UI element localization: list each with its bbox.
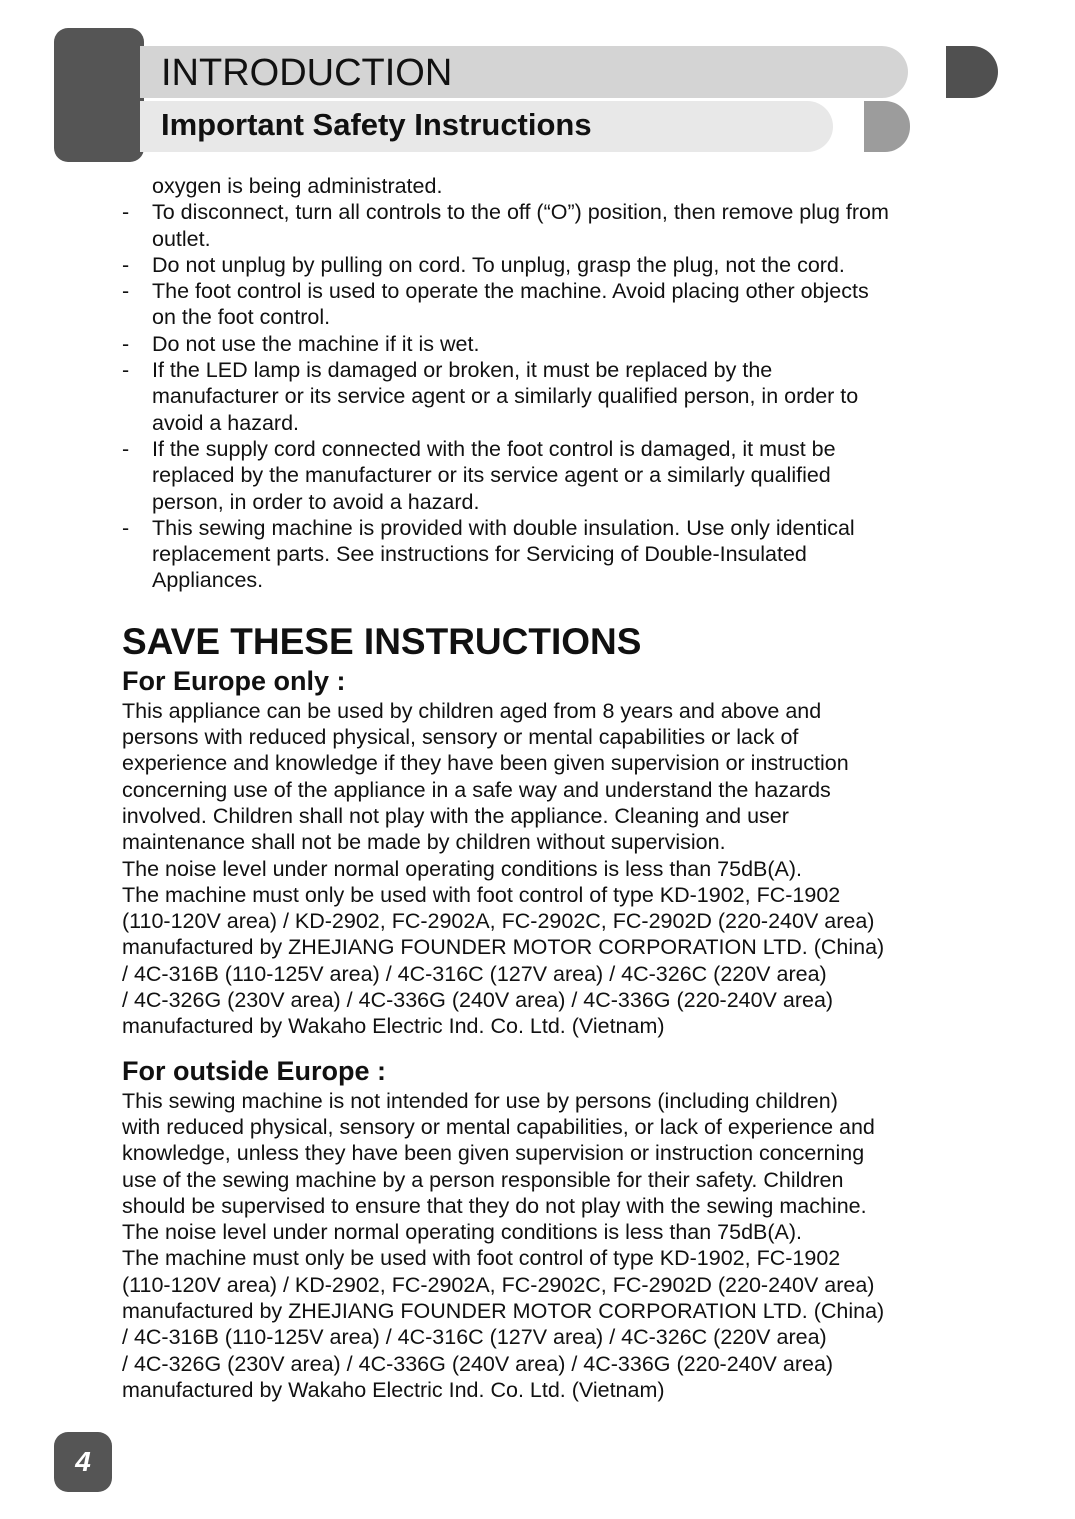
- europe-heading: For Europe only :: [122, 665, 346, 696]
- bullet-dash: -: [122, 252, 130, 277]
- bullet-text-line: To disconnect, turn all controls to the off (“O”) position, then remove plug from: [152, 200, 889, 225]
- page-number-badge: [54, 1432, 112, 1492]
- paragraph-line: involved. Children shall not play with the appliance. Cleaning and user: [122, 803, 789, 828]
- bullet-text-line: on the foot control.: [152, 305, 331, 330]
- paragraph-line: This appliance can be used by children aged from 8 years and above and: [122, 698, 822, 723]
- bullet-dash: -: [122, 279, 130, 304]
- safety-bullet-item: [122, 357, 982, 436]
- bullet-dash: -: [122, 515, 130, 540]
- safety-bullet-item: [122, 515, 982, 594]
- safety-bullet-item: [122, 199, 982, 252]
- bullet-dash: -: [122, 200, 130, 225]
- paragraph-line: (110-120V area) / KD-2902, FC-2902A, FC-2902C, FC-2902D (220-240V area): [122, 909, 875, 934]
- safety-bullet-item: [122, 436, 982, 515]
- safety-bullet-item: [122, 252, 982, 278]
- paragraph-line: knowledge, unless they have been given supervision or instruction concerning: [122, 1141, 865, 1166]
- bullet-dash: -: [122, 331, 130, 356]
- safety-bullet-item: [122, 278, 982, 331]
- page-content: [122, 173, 982, 1403]
- header-tab-block: [54, 28, 144, 162]
- outside-europe-heading: For outside Europe :: [122, 1055, 387, 1086]
- bullet-text-line: Do not use the machine if it is wet.: [152, 331, 480, 356]
- safety-bullet-list: [122, 199, 982, 593]
- europe-paragraph: [122, 698, 982, 1040]
- paragraph-line: use of the sewing machine by a person responsible for their safety. Children: [122, 1167, 844, 1192]
- bullet-text-line: This sewing machine is provided with double insulation. Use only identical: [152, 515, 855, 540]
- paragraph-line: concerning use of the appliance in a safe way and understand the hazards: [122, 777, 831, 802]
- paragraph-line: should be supervised to ensure that they do not play with the sewing machine.: [122, 1193, 867, 1218]
- paragraph-line: The machine must only be used with foot control of type KD-1902, FC-1902: [122, 1246, 841, 1271]
- bullet-text-line: If the LED lamp is damaged or broken, it must be replaced by the: [152, 358, 773, 383]
- paragraph-line: manufactured by ZHEJIANG FOUNDER MOTOR CORPORATION LTD. (China): [122, 935, 885, 960]
- bullet-text-line: replaced by the manufacturer or its service agent or a similarly qualified: [152, 463, 831, 488]
- bullet-text-line: outlet.: [152, 226, 211, 251]
- paragraph-line: This sewing machine is not intended for use by persons (including children): [122, 1088, 838, 1113]
- safety-bullet-item: [122, 331, 982, 357]
- page-number: 4: [75, 1446, 91, 1477]
- page-header: [0, 0, 1075, 170]
- bullet-text-line: Appliances.: [152, 568, 264, 593]
- paragraph-line: The machine must only be used with foot control of type KD-1902, FC-1902: [122, 882, 841, 907]
- paragraph-line: (110-120V area) / KD-2902, FC-2902A, FC-2902C, FC-2902D (220-240V area): [122, 1272, 875, 1297]
- paragraph-line: persons with reduced physical, sensory or mental capabilities or lack of: [122, 725, 799, 750]
- bullet-dash: -: [122, 436, 130, 461]
- save-instructions-heading: SAVE THESE INSTRUCTIONS: [122, 620, 642, 662]
- bullet-text-line: Do not unplug by pulling on cord. To unplug, grasp the plug, not the cord.: [152, 252, 845, 277]
- paragraph-line: maintenance shall not be made by children without supervision.: [122, 830, 726, 855]
- subtitle-bar-cap: [864, 101, 910, 152]
- paragraph-line: manufactured by Wakaho Electric Ind. Co. Ltd. (Vietnam): [122, 1014, 665, 1039]
- continued-text: oxygen is being administrated.: [152, 174, 443, 198]
- paragraph-line: The noise level under normal operating conditions is less than 75dB(A).: [122, 1220, 803, 1245]
- bullet-text-line: person, in order to avoid a hazard.: [152, 489, 480, 514]
- title-bar-cap: [946, 46, 998, 98]
- section-subtitle: Important Safety Instructions: [161, 107, 592, 142]
- paragraph-line: The noise level under normal operating conditions is less than 75dB(A).: [122, 856, 803, 881]
- section-title: INTRODUCTION: [161, 52, 453, 94]
- bullet-text-line: avoid a hazard.: [152, 410, 300, 435]
- paragraph-line: / 4C-316B (110-125V area) / 4C-316C (127V area) / 4C-326C (220V area): [122, 961, 827, 986]
- bullet-text-line: manufacturer or its service agent or a similarly qualified person, in order to: [152, 384, 859, 409]
- outside-europe-paragraph: [122, 1088, 982, 1404]
- bullet-text-line: The foot control is used to operate the machine. Avoid placing other objects: [152, 279, 869, 304]
- paragraph-line: manufactured by ZHEJIANG FOUNDER MOTOR CORPORATION LTD. (China): [122, 1298, 885, 1323]
- paragraph-line: / 4C-326G (230V area) / 4C-336G (240V area) / 4C-336G (220-240V area): [122, 988, 834, 1013]
- paragraph-line: manufactured by Wakaho Electric Ind. Co. Ltd. (Vietnam): [122, 1377, 665, 1402]
- bullet-text-line: If the supply cord connected with the foot control is damaged, it must be: [152, 436, 836, 461]
- paragraph-line: experience and knowledge if they have been given supervision or instruction: [122, 751, 849, 776]
- paragraph-line: with reduced physical, sensory or mental capabilities, or lack of experience and: [122, 1114, 875, 1139]
- bullet-dash: -: [122, 358, 130, 383]
- bullet-text-line: replacement parts. See instructions for Servicing of Double-Insulated: [152, 542, 807, 567]
- paragraph-line: / 4C-316B (110-125V area) / 4C-316C (127V area) / 4C-326C (220V area): [122, 1325, 827, 1350]
- paragraph-line: / 4C-326G (230V area) / 4C-336G (240V area) / 4C-336G (220-240V area): [122, 1351, 834, 1376]
